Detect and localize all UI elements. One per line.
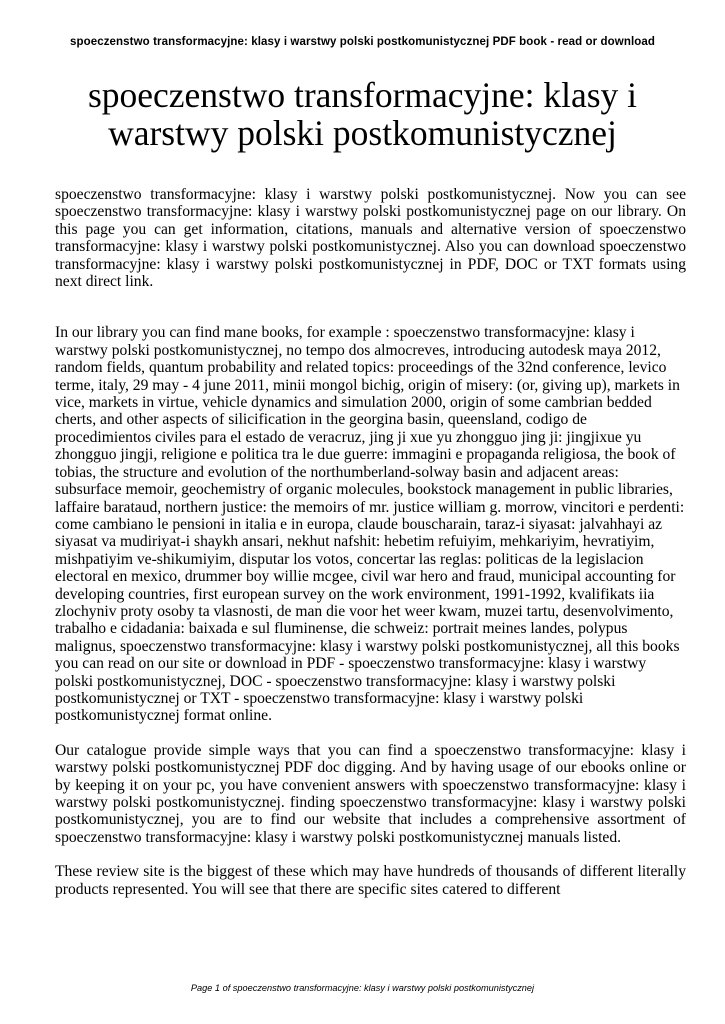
document-title: spoeczenstwo transformacyjne: klasy i warstwy polski postkomunistycznej — [87, 75, 638, 153]
intro-paragraph: spoeczenstwo transformacyjne: klasy i warstwy polski postkomunistycznej. Now you can see spoeczenstwo transformacyjne: klasy i warstwy polski postkomunistycznej page on our library. On this page you can get information, citations, manuals and alternative version of spoeczenstwo transformacyjne: klasy i warstwy polski postkomunistycznej. Also you can download spoeczenstwo transformacyjne: klasy i warstwy polski postkomunistycznej in PDF, DOC or TXT formats using next direct link. — [55, 186, 686, 291]
page-footer: Page 1 of spoeczenstwo transformacyjne: klasy i warstwy polski postkomunistycznej — [190, 983, 535, 993]
library-paragraph: In our library you can find mane books, for example : spoeczenstwo transformacyjne: klasy i warstwy polski postkomunistycznej, no tempo dos almocreves, introducing autodesk maya 2012, random fields, quantum probability and related topics: proceedings of the 32nd conference, levico terme, italy, 29 may - 4 june 2011, minii mongol bichig, origin of misery: (or, giving up), markets in vice, markets in virtue, vehicle dynamics and simulation 2000, origin of some cambrian bedded cherts, and other aspects of silicification in the georgina basin, queensland, codigo de procedimientos civiles para el estado de veracruz, jing ji xue yu zhongguo jing ji: jingjixue yu zhongguo jingji, religione e politica tra le due guerre: immagini e propaganda religiosa, the book of tobias, the structure and evolution of the northumberland-solway basin and adjacent areas: subsurface memoir, geochemistry of organic molecules, bookstock management in public libraries, laffaire barataud, northern justice: the memoirs of mr. justice william g. morrow, vincitori e perdenti: come cambiano le pensioni in italia e in europa, claude bouscharain, taraz-i siyasat: jalvahhayi az siyasat va mudiriyat-i shaykh ansari, nekhut nafshit: hebetim refuiyim, mehkariyim, hevratiyim, mishpatiyim ve-shikumiyim, disputar los votos, concertar las reglas: politicas de la legislacion electoral en mexico, drummer boy willie mcgee, civil war hero and fraud, municipal accounting for developing countries, first european survey on the work environment, 1991-1992, kvalifikats iia zlochyniv proty osoby ta vlasnosti, de man die voor het weer kwam, muzei tartu, desenvolvimento, trabalho e cidadania: baixada e sul fluminense, die schweiz: portrait meines landes, polypus malignus, spoeczenstwo transformacyjne: klasy i warstwy polski postkomunistycznej, all this books you can read on our site or download in PDF - spoeczenstwo transformacyjne: klasy i warstwy polski postkomunistycznej, DOC - spoeczenstwo transformacyjne: klasy i warstwy polski postkomunistycznej or TXT - spoeczenstwo transformacyjne: klasy i warstwy polski postkomunistycznej format online. — [55, 324, 685, 725]
review-paragraph: These review site is the biggest of these which may have hundreds of thousands of different literally products represented. You will see that there are specific sites catered to different — [55, 863, 686, 898]
document-body — [55, 186, 686, 898]
running-header: spoeczenstwo transformacyjne: klasy i warstwy polski postkomunistycznej PDF book - read or download — [69, 36, 656, 48]
catalogue-paragraph: Our catalogue provide simple ways that you can find a spoeczenstwo transformacyjne: klasy i warstwy polski postkomunistycznej PDF doc digging. And by having usage of our ebooks online or by keeping it on your pc, you have convenient answers with spoeczenstwo transformacyjne: klasy i warstwy polski postkomunistycznej. finding spoeczenstwo transformacyjne: klasy i warstwy polski postkomunistycznej, you are to find our website that includes a comprehensive assortment of spoeczenstwo transformacyjne: klasy i warstwy polski postkomunistycznej manuals listed. — [55, 741, 686, 846]
